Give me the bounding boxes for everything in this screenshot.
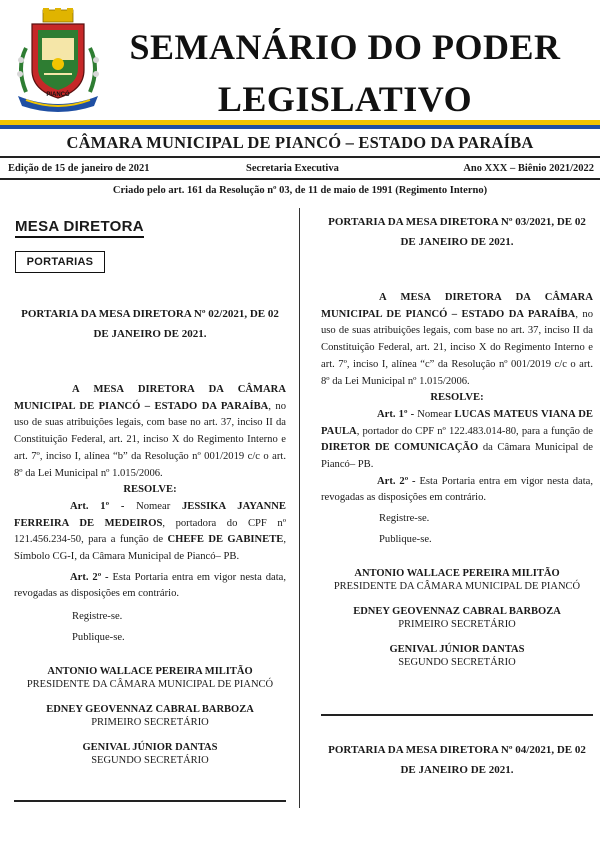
right-registre: Registre-se. (379, 513, 430, 525)
right-portaria-title: PORTARIA DA MESA DIRETORA Nº 03/2021, DE 02 DE JANEIRO DE 2021. (328, 216, 586, 248)
left-portaria-title: PORTARIA DA MESA DIRETORA Nº 02/2021, DE 02 DE JANEIRO DE 2021. (21, 308, 279, 340)
right-end-rule (321, 714, 593, 716)
crown-icon (43, 8, 73, 22)
section-subtitle-box (15, 251, 105, 273)
secretariat-label: Secretaria Executiva (246, 163, 339, 174)
right-next-portaria-title: PORTARIA DA MESA DIRETORA Nº 04/2021, DE 02 DE JANEIRO DE 2021. (328, 744, 586, 776)
right-article-2: Art. 2º - Esta Portaria entra em vigor nesta data, revogadas as disposições em contrário. (321, 475, 593, 504)
header-blue-bar (0, 125, 600, 129)
chamber-name: CÂMARA MUNICIPAL DE PIANCÓ – ESTADO DA PARAÍBA (66, 133, 534, 152)
newspaper-title-line1: SEMANÁRIO DO PODER (129, 27, 561, 67)
creation-note: Criado pelo art. 161 da Resolução nº 03, de 11 de maio de 1991 (Regimento Interno) (112, 185, 488, 196)
right-publique: Publique-se. (379, 533, 432, 545)
left-intro-paragraph: A MESA DIRETORA DA CÂMARA MUNICIPAL DE PIANCÓ – ESTADO DA PARAÍBA, no uso de suas atribuições legais, com base no art. 37, inciso II da Constituição Federal, art. 21, inciso X do Regimento Interno e art. 7º, inciso I, alínea “b” da Resolução nº 001/2019 c/c o art. 8º da Lei Municipal nº 1.015/2006. (14, 384, 287, 479)
header-rule-top (0, 156, 600, 158)
edition-date: Edição de 15 de janeiro de 2021 (8, 163, 150, 174)
newspaper-title-line2: LEGISLATIVO (217, 79, 473, 119)
year-biennium: Ano XXX – Biênio 2021/2022 (463, 163, 594, 174)
left-signature-2: EDNEY GEOVENNAZ CABRAL BARBOZA PRIMEIRO SECRETÁRIO (46, 703, 254, 728)
section-subtitle: PORTARIAS (26, 256, 94, 268)
left-end-rule (14, 800, 286, 802)
right-intro-paragraph: A MESA DIRETORA DA CÂMARA MUNICIPAL DE PIANCÓ – ESTADO DA PARAÍBA, no uso de suas atribuições legais, com base no art. 37, inciso II da Constituição Federal, art. 21, inciso X do Regimento Interno e art. 7º, inciso I, alínea “c” da Resolução nº 001/2019 c/c o art. 8º da Lei Municipal nº 1.015/2006. (321, 292, 594, 387)
left-signature-3: GENIVAL JÚNIOR DANTAS SEGUNDO SECRETÁRIO (82, 741, 218, 766)
municipal-crest-logo (12, 8, 104, 114)
right-signature-1: ANTONIO WALLACE PEREIRA MILITÃO PRESIDENTE DA CÂMARA MUNICIPAL DE PIANCÓ (333, 567, 581, 592)
right-portaria (321, 212, 593, 669)
left-registre: Registre-se. (72, 611, 123, 623)
crest-caption: PIANCÓ (46, 92, 70, 98)
left-signature-1: ANTONIO WALLACE PEREIRA MILITÃO PRESIDENTE DA CÂMARA MUNICIPAL DE PIANCÓ (26, 665, 274, 690)
right-signature-2: EDNEY GEOVENNAZ CABRAL BARBOZA PRIMEIRO SECRETÁRIO (353, 605, 561, 630)
section-title: MESA DIRETORA (15, 218, 144, 238)
left-publique: Publique-se. (72, 631, 125, 643)
left-portaria (14, 304, 286, 767)
right-resolve: RESOLVE: (430, 392, 484, 404)
right-article-1: Art. 1º - Nomear LUCAS MATEUS VIANA DE PAULA, portador do CPF nº 122.483.014-80, para a função de DIRETOR DE COMUNICAÇÃO da Câmara Municipal de Piancó– PB. (321, 408, 593, 471)
left-resolve: RESOLVE: (123, 484, 177, 496)
column-divider (299, 208, 300, 808)
left-article-2: Art. 2º - Esta Portaria entra em vigor nesta data, revogadas as disposições em contrário. (14, 571, 286, 600)
left-article-1: Art. 1º - Nomear JESSIKA JAYANNE FERREIRA DE MEDEIROS, portadora do CPF nº 121.456.234-50, para a função de CHEFE DE GABINETE, Símbolo CG-I, da Câmara Municipal de Piancó– PB. (14, 500, 287, 563)
header-rule-bottom (0, 178, 600, 180)
right-signature-3: GENIVAL JÚNIOR DANTAS SEGUNDO SECRETÁRIO (389, 643, 525, 668)
